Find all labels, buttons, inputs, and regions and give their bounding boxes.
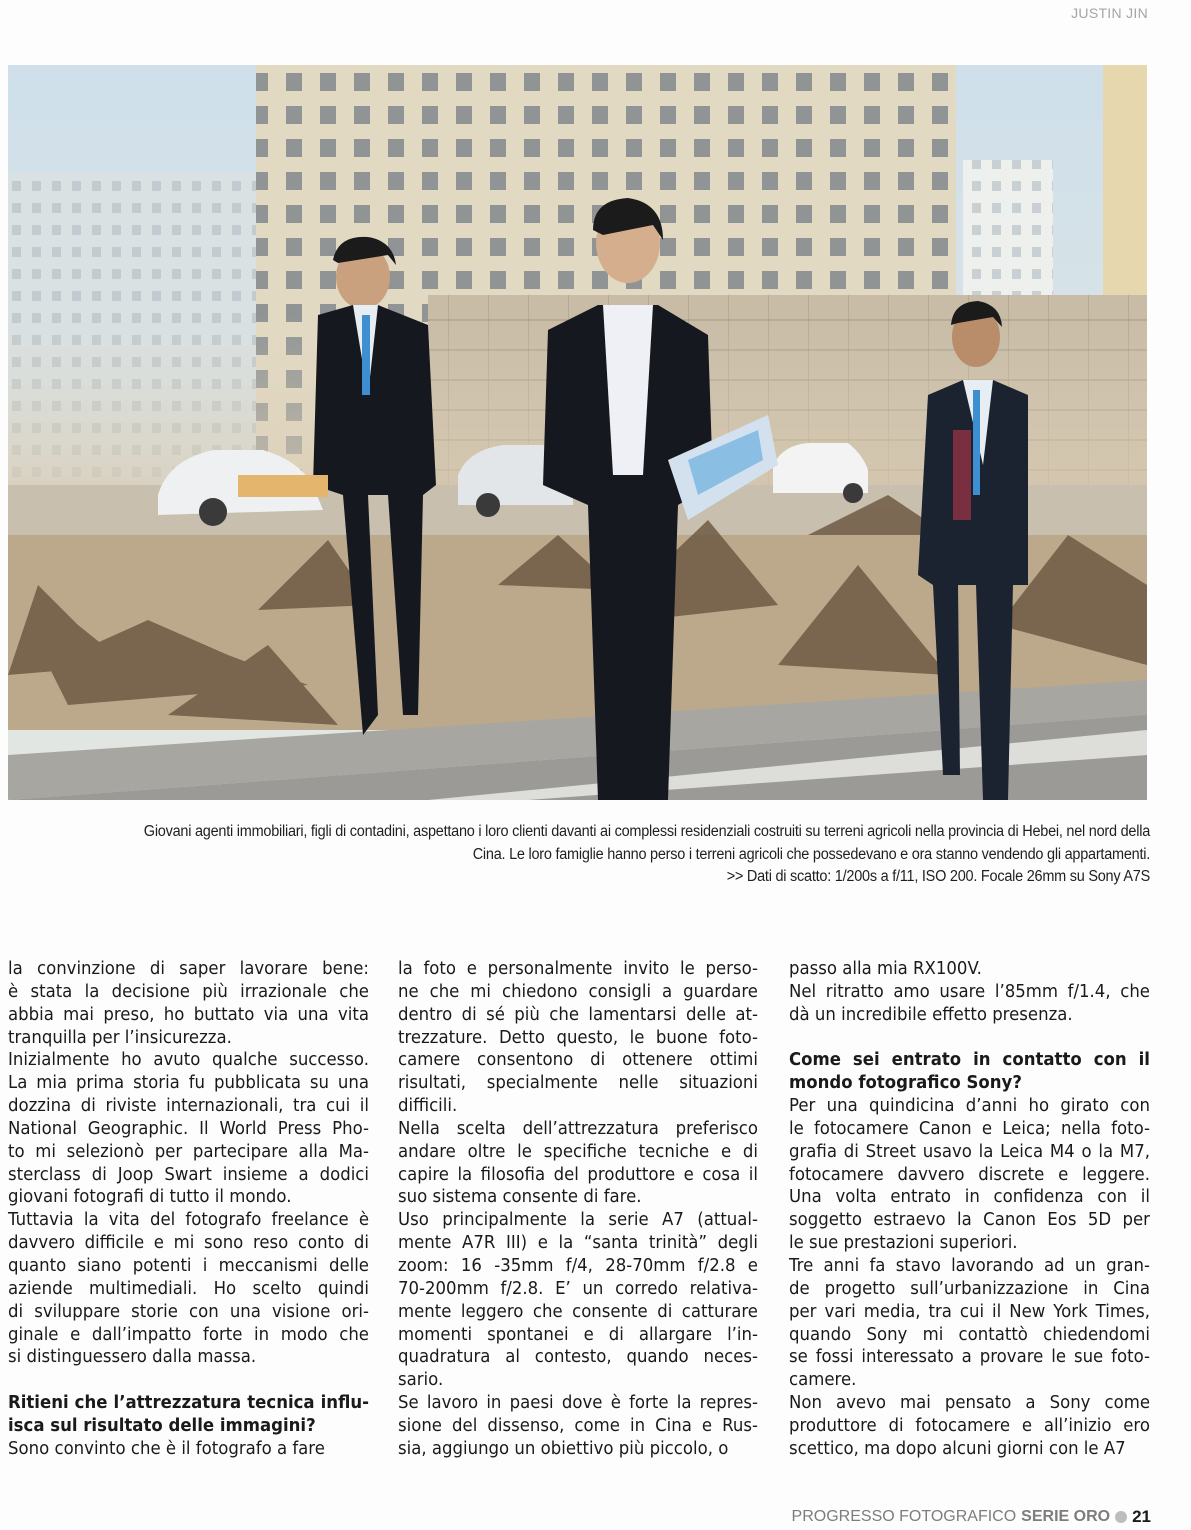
body-text-line: suo sistema consente di fare. (398, 1187, 642, 1208)
bullet-dot-icon (1115, 1511, 1127, 1523)
body-text-line: produttore di fotocamere e all’inizio ero (789, 1415, 1150, 1436)
body-text-line: Uso principalmente la serie A7 (attual- (398, 1210, 758, 1231)
photo-credit: JUSTIN JIN (1071, 5, 1148, 21)
body-text-line: quadratura al contesto, quando neces- (398, 1347, 758, 1368)
question-heading-line: Ritieni che l’attrezzatura tecnica influ- (8, 1393, 369, 1414)
magazine-name: PROGRESSO FOTOGRAFICO (791, 1508, 1017, 1525)
body-text-line: tranquilla per l’insicurezza. (8, 1027, 232, 1048)
caption-line: Cina. Le loro famiglie hanno perso i terreni agricoli che possedevano e ora stanno vendendo gli appartamenti. (472, 845, 1150, 863)
body-text-line: 70-200mm f/2.8. E’ un corredo relativa- (398, 1278, 758, 1299)
body-text-line: aziende multimediali. Ho scelto quindi (8, 1278, 369, 1299)
body-text-line: si distinguessero dalla massa. (8, 1347, 257, 1368)
body-text-line: è stata la decisione più irrazionale che (8, 981, 369, 1002)
body-text-line: sia, aggiungo un obiettivo più piccolo, o (398, 1438, 729, 1459)
body-text-line: de progetto sull’urbanizzazione in Cina (789, 1278, 1150, 1299)
article-column-2 (398, 958, 758, 1461)
body-text-line: la convinzione di saper lavorare bene: (8, 959, 369, 979)
body-text-line: dà un incredibile effetto presenza. (789, 1004, 1073, 1025)
body-text-line: abbia mai preso, ho buttato via una vita (8, 1004, 369, 1025)
body-text-line: Inizialmente ho avuto qualche successo. (8, 1050, 369, 1071)
body-text-line: andare oltre le specifiche tecniche e di (398, 1141, 758, 1162)
series-name: SERIE ORO (1021, 1508, 1111, 1525)
body-text-line: National Geographic. Il World Press Pho- (8, 1118, 369, 1139)
body-text-line: giovani fotografi di tutto il mondo. (8, 1187, 292, 1208)
body-text-line: passo alla mia RX100V. (789, 959, 982, 979)
body-text-line: fotocamere davvero discrete e leggere. (789, 1164, 1150, 1185)
photo-illustration (8, 65, 1147, 800)
body-text-line: to mi selezionò per partecipare alla Ma- (8, 1141, 369, 1162)
body-text-line: scettico, ma dopo alcuni giorni con le A7 (789, 1438, 1126, 1459)
body-text-line: Tre anni fa stavo lavorando ad un gran- (789, 1255, 1150, 1276)
body-text-line: Se lavoro in paesi dove è forte la repres- (398, 1393, 758, 1414)
body-text-line: se fossi interessato a provare le sue foto- (789, 1347, 1150, 1368)
body-text-line: trezzature. Detto questo, le buone foto- (398, 1027, 758, 1048)
article-column-3 (789, 958, 1150, 1461)
question-heading-line: Come sei entrato in contatto con il (789, 1050, 1150, 1071)
body-text-line: le sue prestazioni superiori. (789, 1233, 1018, 1254)
caption-line: Giovani agenti immobiliari, figli di contadini, aspettano i loro clienti davanti ai complessi residenziali costruiti su terreni agricoli nella provincia di Hebei, nel nord della (143, 823, 1150, 840)
body-text-line: Sono convinto che è il fotografo a fare (8, 1438, 325, 1459)
body-text-line: Nel ritratto amo usare l’85mm f/1.4, che (789, 981, 1150, 1002)
body-text-line: dozzina di riviste internazionali, tra cui il (8, 1096, 369, 1117)
body-text-line: mente leggero che consente di catturare (398, 1301, 758, 1322)
body-text-line: soggetto estraevo la Canon Eos 5D per (789, 1210, 1150, 1231)
body-text-line: camere. (789, 1370, 857, 1391)
body-text-line: quanto siano potenti i meccanismi delle (8, 1255, 369, 1276)
body-text-line: quando Sony mi contattò chiedendomi (789, 1324, 1150, 1345)
body-text-line: sione del dissenso, come in Cina e Rus- (398, 1415, 758, 1436)
body-text-line: grafia di Street usavo la Leica M4 o la M7, (789, 1141, 1150, 1162)
main-photo (8, 65, 1147, 800)
body-text-line: risultati, specialmente nelle situazioni (398, 1073, 758, 1094)
body-text-line: davvero difficile e mi sono reso conto di (8, 1233, 369, 1254)
body-text-line: camere consentono di ottenere ottimi (398, 1050, 758, 1071)
paragraph-gap (8, 1369, 369, 1392)
body-text-line: Tuttavia la vita del fotografo freelance è (8, 1210, 369, 1231)
body-text-line: ginale e dall’impatto forte in modo che (8, 1324, 369, 1345)
body-text-line: momenti spontanei e di allargare l’in- (398, 1324, 758, 1345)
body-text-line: Per una quindicina d’anni ho girato con (789, 1096, 1150, 1117)
body-text-line: le fotocamere Canon e Leica; nella foto- (789, 1118, 1150, 1139)
body-text-line: capire la filosofia del produttore e cosa il (398, 1164, 758, 1185)
page-number: 21 (1132, 1507, 1151, 1526)
paragraph-gap (789, 1027, 1150, 1050)
body-text-line: Nella scelta dell’attrezzatura preferisco (398, 1118, 758, 1139)
body-text-line: sario. (398, 1370, 444, 1391)
body-text-line: la foto e personalmente invito le perso- (398, 959, 758, 979)
photo-caption (77, 821, 1150, 889)
body-text-line: per vari media, tra cui il New York Times, (789, 1301, 1150, 1322)
question-heading-line: mondo fotografico Sony? (789, 1073, 1022, 1094)
body-text-line: La mia prima storia fu pubblicata su una (8, 1073, 369, 1094)
article-column-1 (8, 958, 369, 1461)
body-text-line: dentro di sé più che lamentarsi delle at- (398, 1004, 758, 1025)
body-text-line: sterclass di Joop Swart insieme a dodici (8, 1164, 369, 1185)
body-text-line: ne che mi chiedono consigli a guardare (398, 981, 758, 1002)
body-text-line: zoom: 16 -35mm f/4, 28-70mm f/2.8 e (398, 1255, 758, 1276)
page-footer (792, 1507, 1151, 1527)
question-heading-line: isca sul risultato delle immagini? (8, 1415, 316, 1436)
body-text-line: di sviluppare storie con una visione ori- (8, 1301, 369, 1322)
body-text-line: mente A7R III) e la “santa trinità” degli (398, 1233, 758, 1254)
body-text-line: difficili. (398, 1096, 458, 1117)
shot-data: >> Dati di scatto: 1/200s a f/11, ISO 200. Focale 26mm su Sony A7S (726, 868, 1150, 885)
body-text-line: Una volta entrato in confidenza con il (789, 1187, 1150, 1208)
body-text-line: Non avevo mai pensato a Sony come (789, 1393, 1150, 1414)
